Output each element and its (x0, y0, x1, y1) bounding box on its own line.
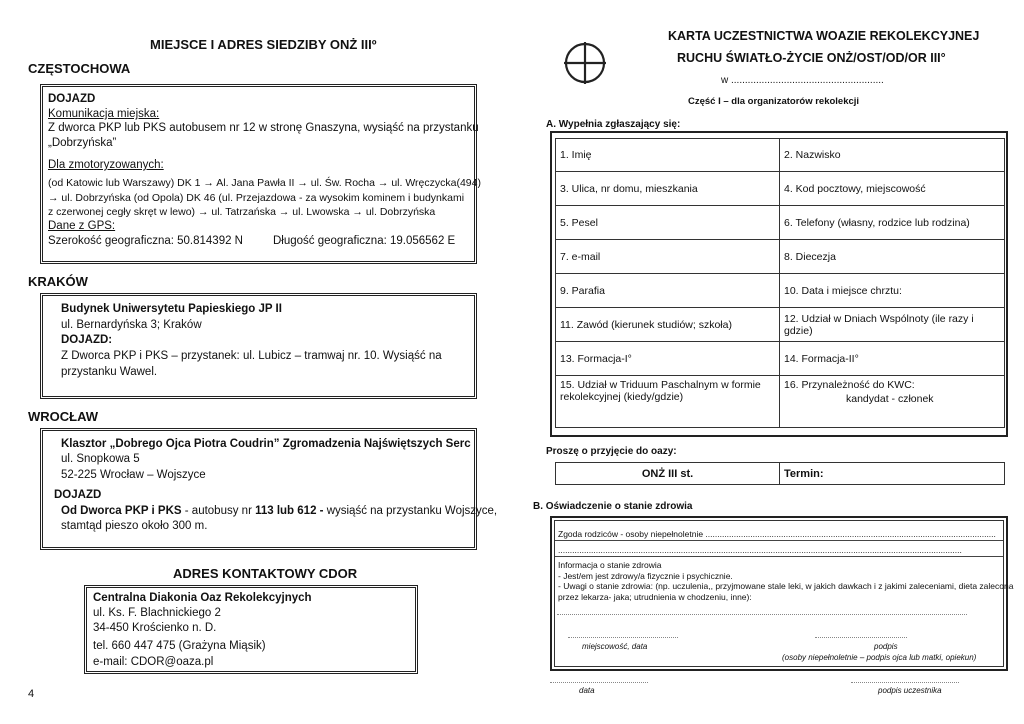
krakow-line2: przystanku Wawel. (61, 366, 158, 378)
kom-line2: „Dobrzyńska” (48, 137, 117, 149)
form-field[interactable]: 1. Imię (556, 139, 780, 172)
form-field[interactable]: 3. Ulica, nr domu, mieszkania (556, 172, 780, 206)
row16-line1: 16. Przynależność do KWC: (784, 379, 915, 391)
czestochowa-title: CZĘSTOCHOWA (28, 61, 131, 76)
table-row (556, 308, 1005, 342)
row15-line2: rekolekcyjnej (kiedy/gdzie) (560, 391, 684, 403)
info-line3: przez lekarza- jaka; utrudnienia w chodzeniu, inne): (558, 592, 752, 602)
kom-label: Komunikacja miejska: (48, 108, 160, 120)
wroclaw-route-line2: stamtąd pieszo około 300 m. (61, 520, 208, 532)
part1-label: Część I – dla organizatorów rekolekcji (688, 96, 860, 107)
notes-line[interactable] (557, 614, 967, 615)
route-a: Od Dworca PKP i PKS (61, 505, 182, 517)
row16-line2: kandydat - członek (846, 393, 934, 405)
info-title: Informacja o stanie zdrowia (558, 560, 662, 570)
form-field[interactable]: 8. Diecezja (780, 240, 1005, 274)
czestochowa-dojazd: DOJAZD (48, 93, 96, 105)
form-title2: RUCHU ŚWIATŁO-ŻYCIE ONŻ/OST/OD/OR III° (677, 51, 946, 65)
divider (555, 540, 1003, 541)
foot-sign-label: podpis uczestnika (878, 686, 942, 695)
section-a-label: A. Wypełnia zgłaszający się: (546, 119, 681, 130)
wroclaw-route (61, 505, 497, 517)
field-triduum[interactable] (556, 376, 780, 428)
gps-label: Dane z GPS: (48, 220, 116, 232)
contact-title: ADRES KONTAKTOWY CDOR (173, 566, 358, 581)
oaza-table (555, 462, 1005, 485)
zmot-line1: (od Katowic lub Warszawy) DK 1 → Al. Jana Pawła II → ul. Św. Rocha → ul. Wręczycka(494) (48, 177, 481, 189)
foot-date-label: data (579, 686, 595, 695)
form-field[interactable]: 9. Parafia (556, 274, 780, 308)
wroclaw-title: WROCŁAW (28, 409, 99, 424)
form-field[interactable]: 4. Kod pocztowy, miejscowość (780, 172, 1005, 206)
form-field[interactable]: 5. Pesel (556, 206, 780, 240)
table-row (556, 342, 1005, 376)
sig-parent-label: podpis (874, 642, 898, 651)
prosze-label: Proszę o przyjęcie do oazy: (546, 446, 677, 457)
zmot-line3: z czerwonej cegły skręt w lewo) → ul. Tatrzańska → ul. Lwowska → ul. Dobrzyńska (48, 206, 436, 218)
logo (559, 40, 611, 86)
table-row (556, 139, 1005, 172)
table-row (556, 206, 1005, 240)
w-line: w ....................................................... (721, 75, 884, 86)
applicant-table (555, 138, 1005, 428)
route-d: wysiąść na przystanku Wojszyce, (323, 505, 498, 517)
form-field[interactable]: 6. Telefony (własny, rodzice lub rodzina) (780, 206, 1005, 240)
krakow-addr: ul. Bernardyńska 3; Kraków (61, 319, 202, 331)
oaza-type[interactable]: ONŻ III st. (556, 463, 780, 485)
table-row (556, 240, 1005, 274)
kom-line1: Z dworca PKP lub PKS autobusem nr 12 w stronę Gnaszyna, wysiąść na przystanku (48, 122, 479, 134)
section-b-label: B. Oświadczenie o stanie zdrowia (533, 501, 693, 512)
logo-letters (559, 40, 560, 41)
contact-name: Centralna Diakonia Oaz Rekolekcyjnych (93, 592, 312, 604)
field-kwc[interactable] (780, 376, 1005, 428)
page-number: 4 (28, 688, 35, 700)
zmot-line2: → ul. Dobrzyńska (od Opola) DK 46 (ul. Przejazdowa - za wysokim kominem i budynkami (48, 192, 465, 204)
contact-tel: tel. 660 447 475 (Grażyna Miąsik) (93, 640, 266, 652)
left-header: MIEJSCE I ADRES SIEDZIBY ONŻ IIIº (150, 37, 377, 52)
krakow-dojazd: DOJAZD: (61, 334, 113, 346)
zmot-label: Dla zmotoryzowanych: (48, 159, 164, 171)
table-row (556, 376, 1005, 428)
sig-place-label: miejscowość, data (582, 642, 648, 651)
wroclaw-name: Klasztor „Dobrego Ojca Piotra Coudrin” Zgromadzenia Najświętszych Serc (61, 438, 471, 450)
fos-zoe-logo-icon (559, 40, 611, 86)
gps-lat: Szerokość geograficzna: 50.814392 N (48, 235, 243, 247)
form-field[interactable]: 10. Data i miejsce chrztu: (780, 274, 1005, 308)
table-row (556, 274, 1005, 308)
table-row (556, 172, 1005, 206)
divider (555, 556, 1003, 557)
wroclaw-street: ul. Snopkowa 5 (61, 453, 140, 465)
contact-city: 34-450 Krościenko n. D. (93, 622, 217, 634)
gps-lon: Długość geograficzna: 19.056562 E (273, 235, 456, 247)
form-title1: KARTA UCZESTNICTWA WOAZIE REKOLEKCYJNEJ (668, 29, 980, 43)
place-date-line[interactable] (568, 637, 678, 638)
row15-line1: 15. Udział w Triduum Paschalnym w formie (560, 379, 761, 391)
wroclaw-city: 52-225 Wrocław – Wojszyce (61, 469, 206, 481)
form-field[interactable]: 7. e-mail (556, 240, 780, 274)
date-line[interactable] (550, 682, 648, 683)
sig-parent-note: (osoby niepełnoletnie – podpis ojca lub matki, opiekun) (782, 653, 977, 662)
krakow-title: KRAKÓW (28, 274, 88, 289)
dots-line[interactable]: ........................................................................................................................................................................... (558, 545, 962, 555)
contact-email: e-mail: CDOR@oaza.pl (93, 656, 214, 668)
participant-sign-line[interactable] (851, 682, 959, 683)
wroclaw-dojazd: DOJAZD (54, 489, 102, 501)
info-line1: - Jest/em jest zdrowy/a fizycznie i psychicznie. (558, 571, 733, 581)
form-field[interactable]: 11. Zawód (kierunek studiów; szkoła) (556, 308, 780, 342)
form-field[interactable]: 14. Formacja-II° (780, 342, 1005, 376)
krakow-line1: Z Dworca PKP i PKS – przystanek: ul. Lubicz – tramwaj nr. 10. Wysiąść na (61, 350, 442, 362)
route-c: 113 lub 612 - (255, 505, 324, 517)
route-b: - autobusy nr (181, 505, 256, 517)
zgoda-line[interactable]: Zgoda rodziców - osoby niepełnoletnie ........................................................................................................................... (558, 529, 996, 539)
form-field[interactable]: 2. Nazwisko (780, 139, 1005, 172)
oaza-termin[interactable]: Termin: (780, 463, 1005, 485)
krakow-name: Budynek Uniwersytetu Papieskiego JP II (61, 303, 282, 315)
parent-sign-line[interactable] (815, 637, 907, 638)
form-field[interactable]: 13. Formacja-I° (556, 342, 780, 376)
form-field[interactable]: 12. Udział w Dniach Wspólnoty (ile razy i gdzie) (780, 308, 1005, 342)
info-line2: - Uwagi o stanie zdrowia: (np. uczulenia,, przyjmowane stale leki, w jakich dawkach i z jakimi zaleceniami, dieta zalecona (558, 581, 1014, 591)
contact-street: ul. Ks. F. Blachnickiego 2 (93, 607, 221, 619)
